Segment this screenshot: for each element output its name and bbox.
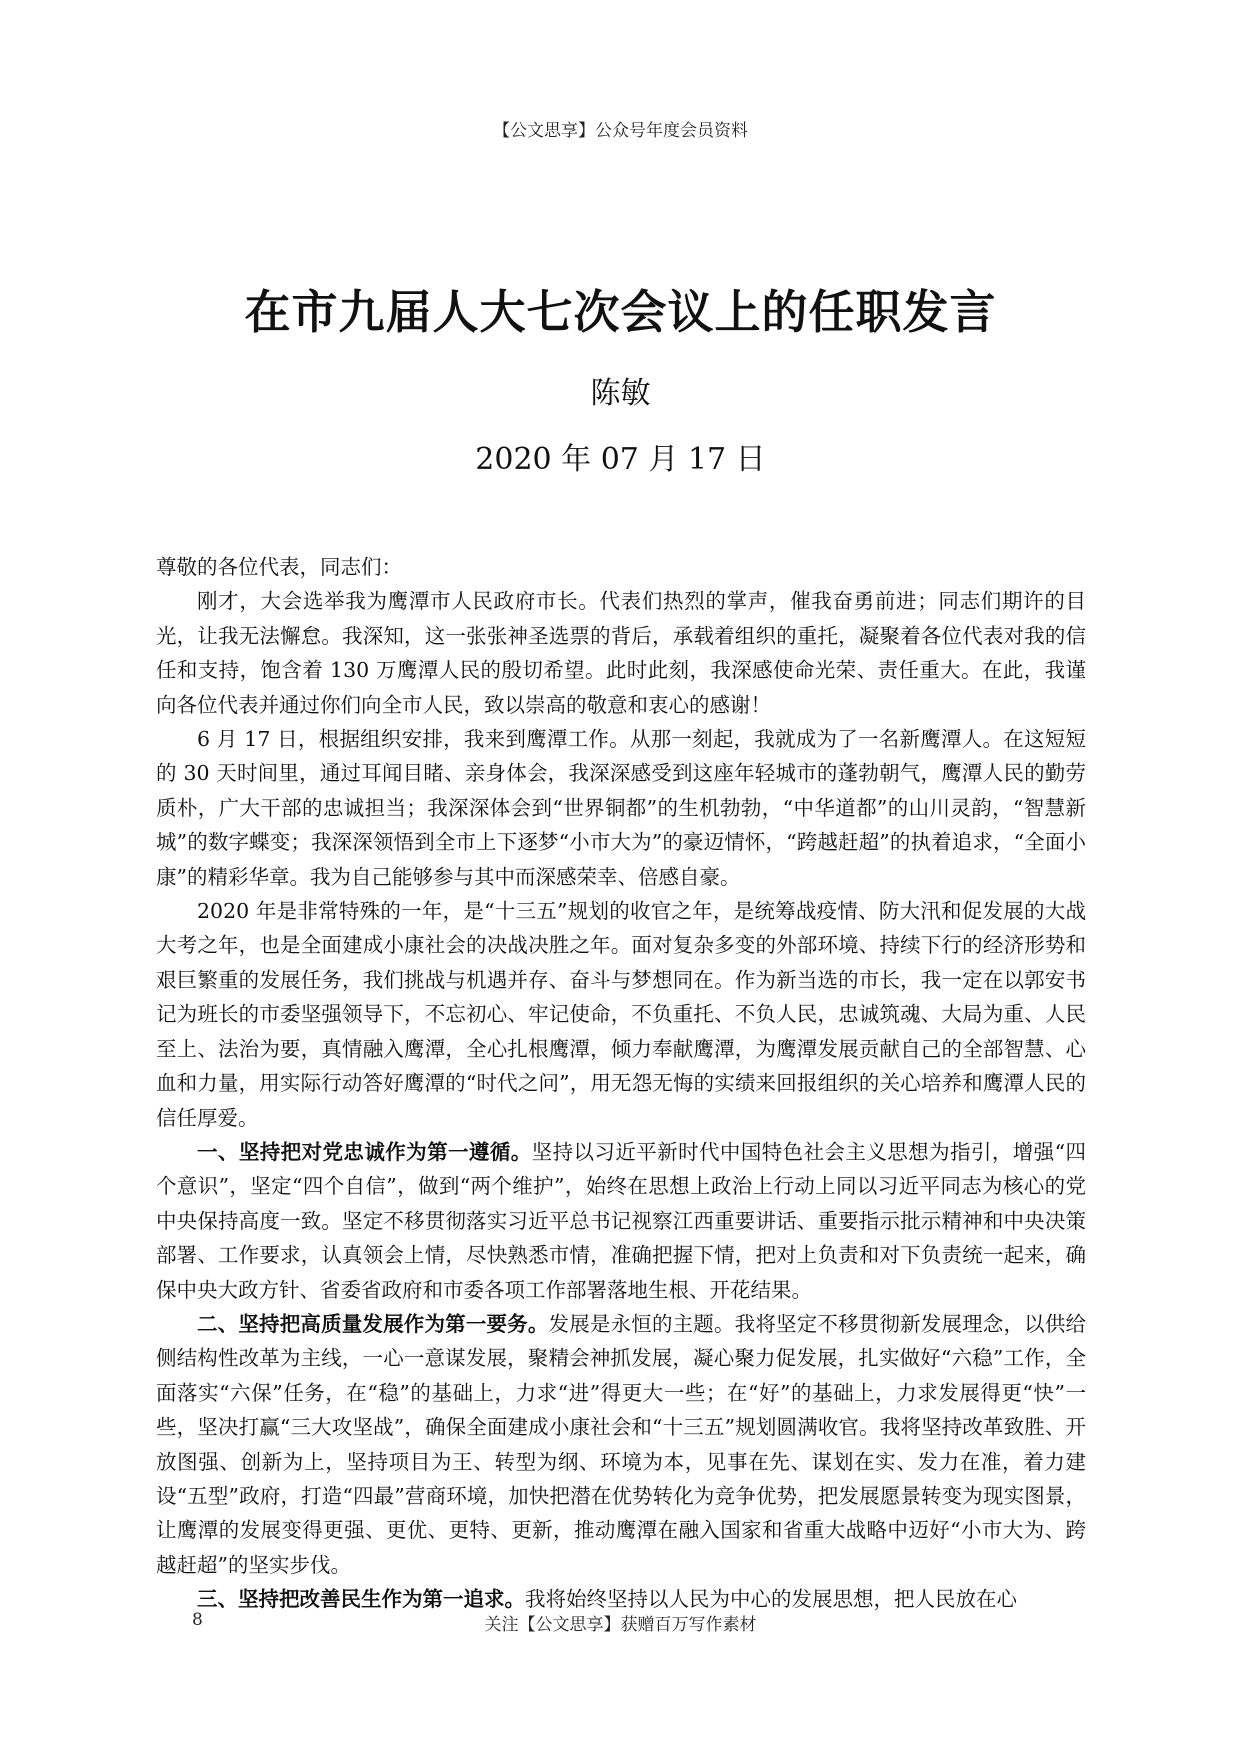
paragraph-1: 刚才，大会选举我为鹰潭市人民政府市长。代表们热烈的掌声，催我奋勇前进；同志们期许的目光，让我无法懈怠。我深知，这一张张神圣选票的背后，承载着组织的重托，凝聚着各位代表对我的信任和支持，饱含着 130 万鹰潭人民的殷切希望。此时此刻，我深感使命光荣、责任重大。在此，我谨向各位代表并通过你们向全市人民，致以崇高的敬意和衷心的感谢！: [156, 589, 1086, 717]
section-text-3: 我将始终坚持以人民为中心的发展思想，把人民放在心: [525, 1587, 1017, 1612]
salutation: 尊敬的各位代表，同志们：: [156, 555, 402, 579]
page-footer: 关注【公文思享】获赠百万写作素材: [484, 1615, 757, 1635]
document-author: 陈敏: [590, 376, 651, 411]
section-heading-3: 三、坚持把改善民生作为第一追求。: [197, 1587, 525, 1612]
section-heading-1: 一、坚持把对党忠诚作为第一遵循。: [197, 1139, 532, 1164]
paragraph-5: [156, 1307, 1086, 1582]
paragraph-4: [156, 1135, 1086, 1307]
document-body: [156, 550, 1086, 1617]
document-title: 在市九届人大七次会议上的任职发言: [244, 285, 997, 339]
section-text-2: 发展是永恒的主题。我将坚定不移贯彻新发展理念，以供给侧结构性改革为主线，一心一意谋发展，聚精会神抓发展，凝心聚力促发展，扎实做好“六稳”工作，全面落实“六保”任务，在“稳”的基础上，力求“进”得更大一些；在“好”的基础上，力求发展得更“快”一些，坚决打赢“三大攻坚战”，确保全面建成小康社会和“十三五”规划圆满收官。我将坚持改革致胜、开放图强、创新为上，坚持项目为王、转型为纲、环境为本，见事在先、谋划在实、发力在准，着力建设“五型”政府，打造“四最”营商环境，加快把潜在优势转化为竞争优势，把发展愿景转变为现实图景，让鹰潭的发展变得更强、更优、更特、更新，推动鹰潭在融入国家和省重大战略中迈好“小市大为、跨越赶超”的坚实步伐。: [156, 1311, 1087, 1577]
document-date: 2020 年 07 月 17 日: [475, 442, 766, 477]
page-header: 【公文思享】公众号年度会员资料: [493, 121, 748, 141]
page-number: 8: [192, 1610, 203, 1630]
section-text-1: 坚持以习近平新时代中国特色社会主义思想为指引，增强“四个意识”，坚定“四个自信”，做到“两个维护”，始终在思想上政治上行动上同以习近平同志为核心的党中央保持高度一致。坚定不移贯彻落实习近平总书记视察江西重要讲话、重要指示批示精神和中央决策部署、工作要求，认真领会上情，尽快熟悉市情，准确把握下情，把对上负责和对下负责统一起来，确保中央大政方针、省委省政府和市委各项工作部署落地生根、开花结果。: [156, 1139, 1086, 1302]
section-heading-2: 二、坚持把高质量发展作为第一要务。: [197, 1311, 549, 1336]
paragraph-3: 2020 年是非常特殊的一年，是“十三五”规划的收官之年，是统筹战疫情、防大汛和促发展的大战大考之年，也是全面建成小康社会的决战决胜之年。面对复杂多变的外部环境、持续下行的经济形势和艰巨繁重的发展任务，我们挑战与机遇并存、奋斗与梦想同在。作为新当选的市长，我一定在以郭安书记为班长的市委坚强领导下，不忘初心、牢记使命，不负重托、不负人民，忠诚筑魂、大局为重、人民至上、法治为要，真情融入鹰潭，全心扎根鹰潭，倾力奉献鹰潭，为鹰潭发展贡献自己的全部智慧、心血和力量，用实际行动答好鹰潭的“时代之问”，用无怨无悔的实绩来回报组织的关心培养和鹰潭人民的信任厚爱。: [156, 899, 1086, 1130]
paragraph-2: 6 月 17 日，根据组织安排，我来到鹰潭工作。从那一刻起，我就成为了一名新鹰潭人。在这短短的 30 天时间里，通过耳闻目睹、亲身体会，我深深感受到这座年轻城市的蓬勃朝气，鹰潭人民的勤劳质朴，广大干部的忠诚担当；我深深体会到“世界铜都”的生机勃勃，“中华道都”的山川灵韵，“智慧新城”的数字蝶变；我深深领悟到全市上下逐梦“小市大为”的豪迈情怀，“跨越赶超”的执着追求，“全面小康”的精彩华章。我为自己能够参与其中而深感荣幸、倍感自豪。: [156, 727, 1086, 889]
